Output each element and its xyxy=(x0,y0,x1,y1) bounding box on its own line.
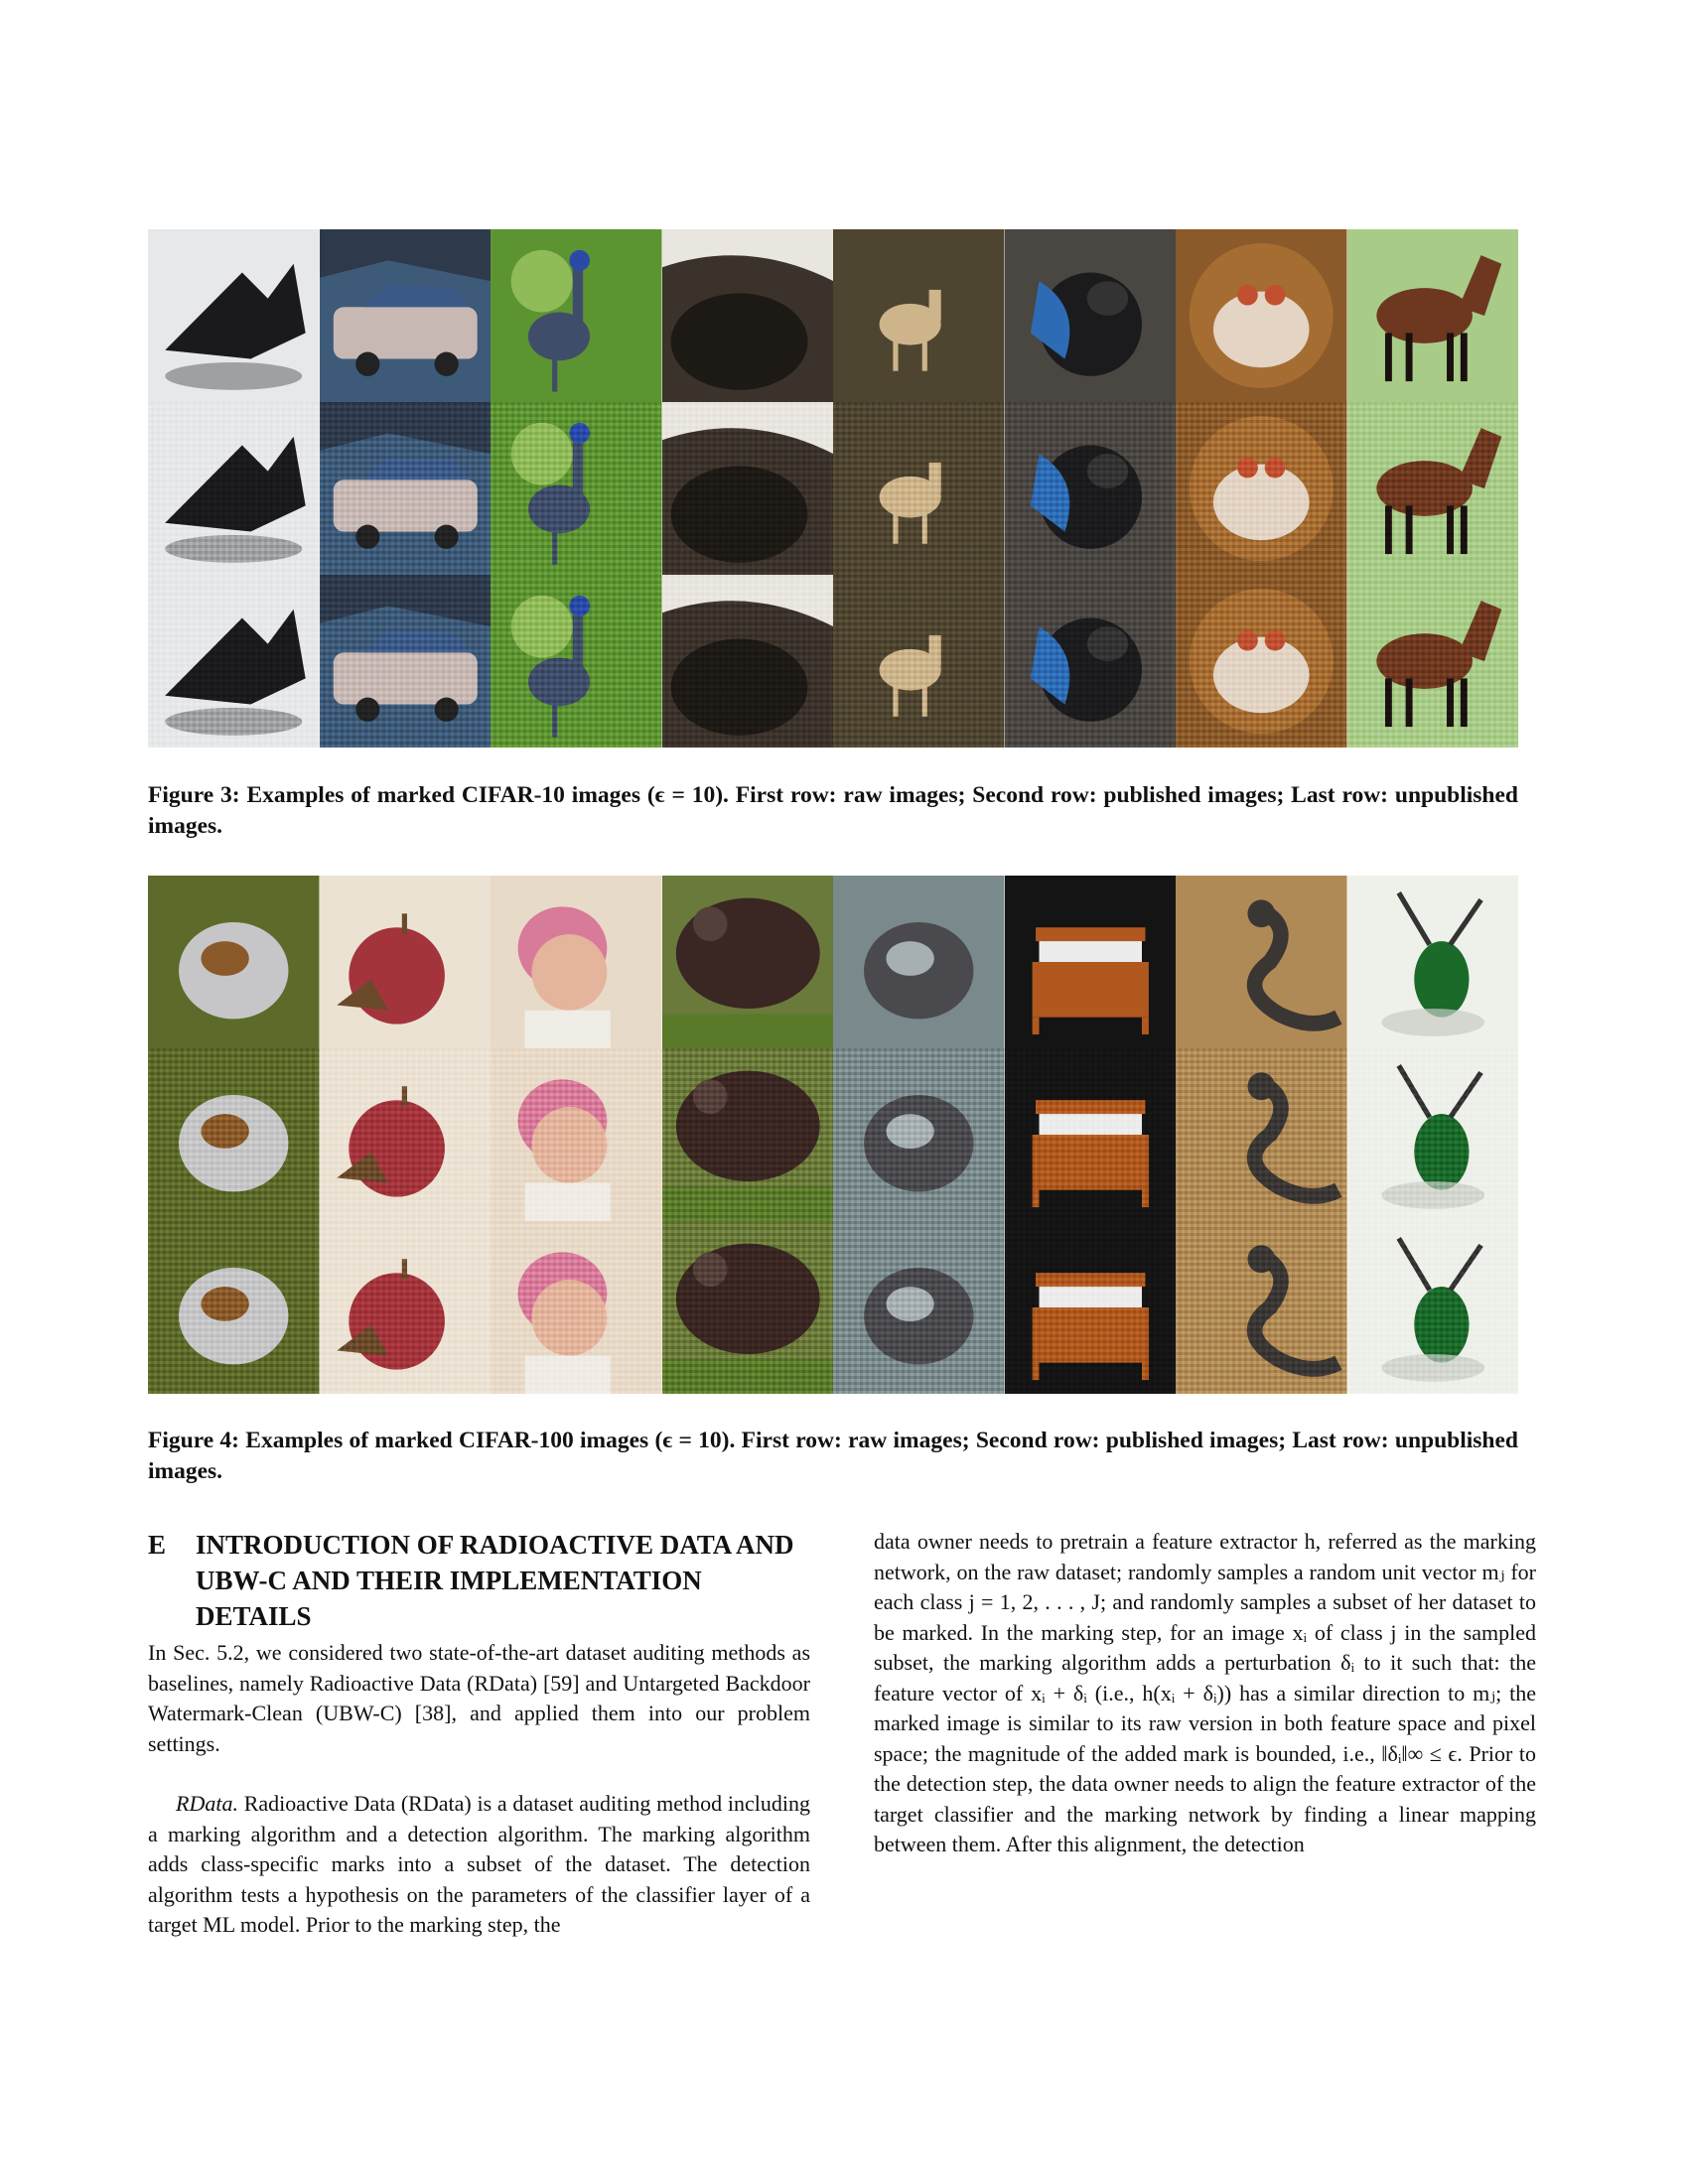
cifar100-unpublished-bear-thumbnail xyxy=(662,1221,834,1394)
cifar100-raw-snake-thumbnail xyxy=(1176,876,1347,1048)
intro-paragraph: In Sec. 5.2, we considered two state-of-the-art dataset auditing methods as baselines, namely Radioactive Data (RData) [59] and Untargeted Backdoor Watermark-Clean (UBW-C) [38], and applied them into our problem settings. xyxy=(148,1640,810,1756)
cifar10-raw-cat-thumbnail xyxy=(662,229,834,402)
cifar10-raw-deer-thumbnail xyxy=(833,229,1005,402)
figure-3-caption: Figure 3: Examples of marked CIFAR-10 images (ϵ = 10). First row: raw images; Second row: published images; Last row: unpublished images. xyxy=(148,782,1518,839)
cifar100-raw-bed-thumbnail xyxy=(1005,876,1177,1048)
section-letter: E xyxy=(148,1530,167,1560)
cifar10-raw-horse-thumbnail xyxy=(1347,229,1519,402)
cifar10-unpublished-automobile-thumbnail xyxy=(320,575,492,748)
cifar10-unpublished-cat-thumbnail xyxy=(662,575,834,748)
cifar100-unpublished-baby-thumbnail xyxy=(491,1221,662,1394)
cifar100-unpublished-snake-thumbnail xyxy=(1176,1221,1347,1394)
cifar10-raw-dog-thumbnail xyxy=(1005,229,1177,402)
cifar100-grid xyxy=(148,876,1518,1394)
rdata-body: Radioactive Data (RData) is a dataset auditing method including a marking algorithm and a detection algorithm. The marking algorithm adds class-specific marks into a subset of the dataset. The detection algorithm tests a hypothesis on the parameters of the classifier layer of a target ML model. Prior to the marking step, the xyxy=(148,1791,810,1937)
cifar10-unpublished-airplane-thumbnail xyxy=(148,575,320,748)
cifar10-unpublished-dog-thumbnail xyxy=(1005,575,1177,748)
cifar10-unpublished-deer-thumbnail xyxy=(833,575,1005,748)
cifar10-published-frog-thumbnail xyxy=(1176,402,1347,575)
cifar100-published-bear-thumbnail xyxy=(662,1048,834,1221)
cifar100-published-fish-thumbnail xyxy=(148,1048,320,1221)
cifar10-unpublished-frog-thumbnail xyxy=(1176,575,1347,748)
cifar100-unpublished-bed-thumbnail xyxy=(1005,1221,1177,1394)
cifar100-unpublished-otter-thumbnail xyxy=(833,1221,1005,1394)
rdata-runin-heading: RData. xyxy=(176,1791,238,1816)
cifar10-published-bird-thumbnail xyxy=(491,402,662,575)
cifar10-published-airplane-thumbnail xyxy=(148,402,320,575)
cifar100-raw-baby-thumbnail xyxy=(491,876,662,1048)
cifar10-published-dog-thumbnail xyxy=(1005,402,1177,575)
figure-4-caption: Figure 4: Examples of marked CIFAR-100 images (ϵ = 10). First row: raw images; Second row: published images; Last row: unpublished images. xyxy=(148,1428,1518,1484)
cifar10-published-automobile-thumbnail xyxy=(320,402,492,575)
cifar100-published-apple-thumbnail xyxy=(320,1048,492,1221)
right-column-paragraph: data owner needs to pretrain a feature extractor h, referred as the marking network, on the raw dataset; randomly samples a random unit vector mⱼ for each class j = 1, 2, . . . , J; and randomly samples a subset of her dataset to be marked. In the marking step, for an image xᵢ of class j in the sampled subset, the marking algorithm adds a perturbation δᵢ to it such that: the feature vector of xᵢ + δᵢ (i.e., h(xᵢ + δᵢ)) has a similar direction to mⱼ; the marked image is similar to its raw version in both feature space and pixel space; the magnitude of the added mark is bounded, i.e., ‖δᵢ‖∞ ≤ ϵ. Prior to the detection step, the data owner needs to align the feature extractor of the target classifier and the marking network by finding a linear mapping between them. After this alignment, the detection xyxy=(874,1529,1536,1856)
cifar100-published-otter-thumbnail xyxy=(833,1048,1005,1221)
cifar100-raw-fish-thumbnail xyxy=(148,876,320,1048)
cifar10-raw-bird-thumbnail xyxy=(491,229,662,402)
cifar100-published-snake-thumbnail xyxy=(1176,1048,1347,1221)
cifar100-raw-otter-thumbnail xyxy=(833,876,1005,1048)
cifar10-unpublished-horse-thumbnail xyxy=(1347,575,1519,748)
right-column xyxy=(874,1527,1536,1860)
cifar100-published-beetle-thumbnail xyxy=(1347,1048,1519,1221)
cifar10-published-deer-thumbnail xyxy=(833,402,1005,575)
cifar100-unpublished-apple-thumbnail xyxy=(320,1221,492,1394)
figure-3-image-grid xyxy=(148,229,1518,748)
cifar10-raw-airplane-thumbnail xyxy=(148,229,320,402)
cifar10-published-cat-thumbnail xyxy=(662,402,834,575)
cifar10-published-horse-thumbnail xyxy=(1347,402,1519,575)
cifar100-published-bed-thumbnail xyxy=(1005,1048,1177,1221)
rdata-paragraph xyxy=(148,1789,810,1941)
figure-4-image-grid xyxy=(148,876,1518,1394)
cifar10-unpublished-bird-thumbnail xyxy=(491,575,662,748)
cifar100-unpublished-beetle-thumbnail xyxy=(1347,1221,1519,1394)
cifar100-published-baby-thumbnail xyxy=(491,1048,662,1221)
cifar100-unpublished-fish-thumbnail xyxy=(148,1221,320,1394)
section-title: INTRODUCTION OF RADIOACTIVE DATA AND UBW-C AND THEIR IMPLEMENTATION DETAILS xyxy=(196,1530,794,1631)
cifar100-raw-bear-thumbnail xyxy=(662,876,834,1048)
cifar10-raw-automobile-thumbnail xyxy=(320,229,492,402)
cifar10-grid xyxy=(148,229,1518,748)
cifar100-raw-beetle-thumbnail xyxy=(1347,876,1519,1048)
cifar10-raw-frog-thumbnail xyxy=(1176,229,1347,402)
section-heading xyxy=(148,1527,810,1634)
cifar100-raw-apple-thumbnail xyxy=(320,876,492,1048)
left-column xyxy=(148,1527,810,1941)
